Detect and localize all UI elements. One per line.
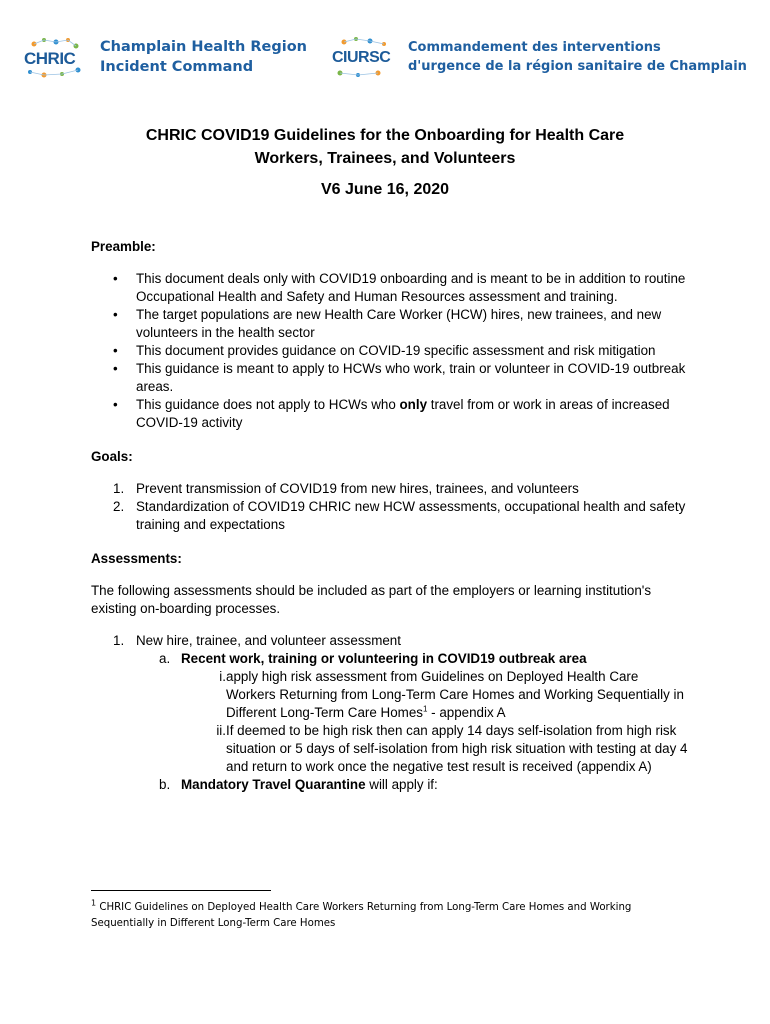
chric-org-line2: Incident Command — [100, 59, 254, 75]
goals-heading: Goals: — [91, 449, 133, 464]
chric-logo-mark — [24, 36, 86, 78]
list-item: • This guidance is meant to apply to HCWs who work, train or volunteer in COVID-19 outbreak areas. — [113, 361, 686, 394]
list-item: • This document provides guidance on COVID-19 specific assessment and risk mitigation — [113, 343, 656, 358]
assessments-intro: The following assessments should be included as part of the employers or learning institution's existing on-boarding processes. — [91, 583, 652, 616]
assessment-item-1a-ii: ii. If deemed to be high risk then can apply 14 days self-isolation from high risk situation or 5 days of self-isolation from high risk situation with testing at day 4 and return to work once the negative test result is received (appendix A) — [216, 723, 688, 774]
bullet-icon: • — [113, 397, 118, 412]
ciursc-org-line1: Commandement des interventions — [408, 40, 661, 55]
ciursc-logo-mark — [332, 36, 394, 78]
bullet-icon: • — [113, 343, 118, 358]
list-item: • This guidance does not apply to HCWs who only travel from or work in areas of increased COVID-19 activity — [113, 397, 670, 430]
assessment-item-1a: a. Recent work, training or volunteering in COVID19 outbreak area — [159, 651, 587, 666]
list-item: 1. Prevent transmission of COVID19 from new hires, trainees, and volunteers — [113, 481, 579, 496]
footnote-number: 1 — [91, 898, 97, 908]
ciursc-logo — [332, 36, 747, 78]
title-line1: CHRIC COVID19 Guidelines for the Onboarding for Health Care — [145, 127, 625, 144]
document-version: V6 June 16, 2020 — [320, 181, 450, 198]
list-item: • This document deals only with COVID19 onboarding and is meant to be in addition to routine Occupational Health and Safety and Human Resources assessment and training. — [113, 271, 686, 304]
ciursc-org-name — [408, 38, 747, 76]
footnote — [91, 900, 671, 932]
assessment-item-1a-i: i. apply high risk assessment from Guidelines on Deployed Health Care Workers Returning from Long-Term Care Homes and Working Sequentially in Different Long-Term Care Homes$^1$ - appendix A — [219, 669, 684, 720]
ciursc-org-line2: d'urgence de la région sanitaire de Champlain — [408, 59, 747, 74]
chric-org-name — [100, 37, 307, 77]
letterhead — [24, 36, 754, 86]
chric-org-line1: Champlain Health Region — [100, 39, 307, 55]
footnote-ref[interactable]: 1 — [422, 704, 428, 714]
bullet-icon: • — [113, 307, 118, 322]
footnote-text: CHRIC Guidelines on Deployed Health Care Workers Returning from Long-Term Care Homes and Working Sequentially in Different Long-Term Care Homes — [91, 902, 632, 929]
ciursc-logo-text: CIURSC — [332, 49, 391, 66]
preamble-heading: Preamble: — [91, 239, 156, 254]
goals-list — [91, 480, 691, 534]
assessment-item-1: 1. New hire, trainee, and volunteer assessment — [113, 633, 401, 648]
bullet-icon: • — [113, 271, 118, 286]
document-title — [0, 124, 770, 170]
preamble-list — [91, 270, 691, 432]
list-item: • The target populations are new Health Care Worker (HCW) hires, new trainees, and new volunteers in the health sector — [113, 307, 662, 340]
assessment-item-1b: b. Mandatory Travel Quarantine will apply if: — [159, 777, 438, 792]
chric-logo — [24, 36, 307, 78]
document-body — [91, 238, 691, 794]
title-line2: Workers, Trainees, and Volunteers — [254, 150, 516, 167]
footnote-divider — [91, 890, 271, 891]
chric-logo-text: CHRIC — [24, 49, 76, 68]
assessments-heading: Assessments: — [91, 551, 182, 566]
bullet-icon: • — [113, 361, 118, 376]
list-item: 2. Standardization of COVID19 CHRIC new HCW assessments, occupational health and safety training and expectations — [113, 499, 686, 532]
